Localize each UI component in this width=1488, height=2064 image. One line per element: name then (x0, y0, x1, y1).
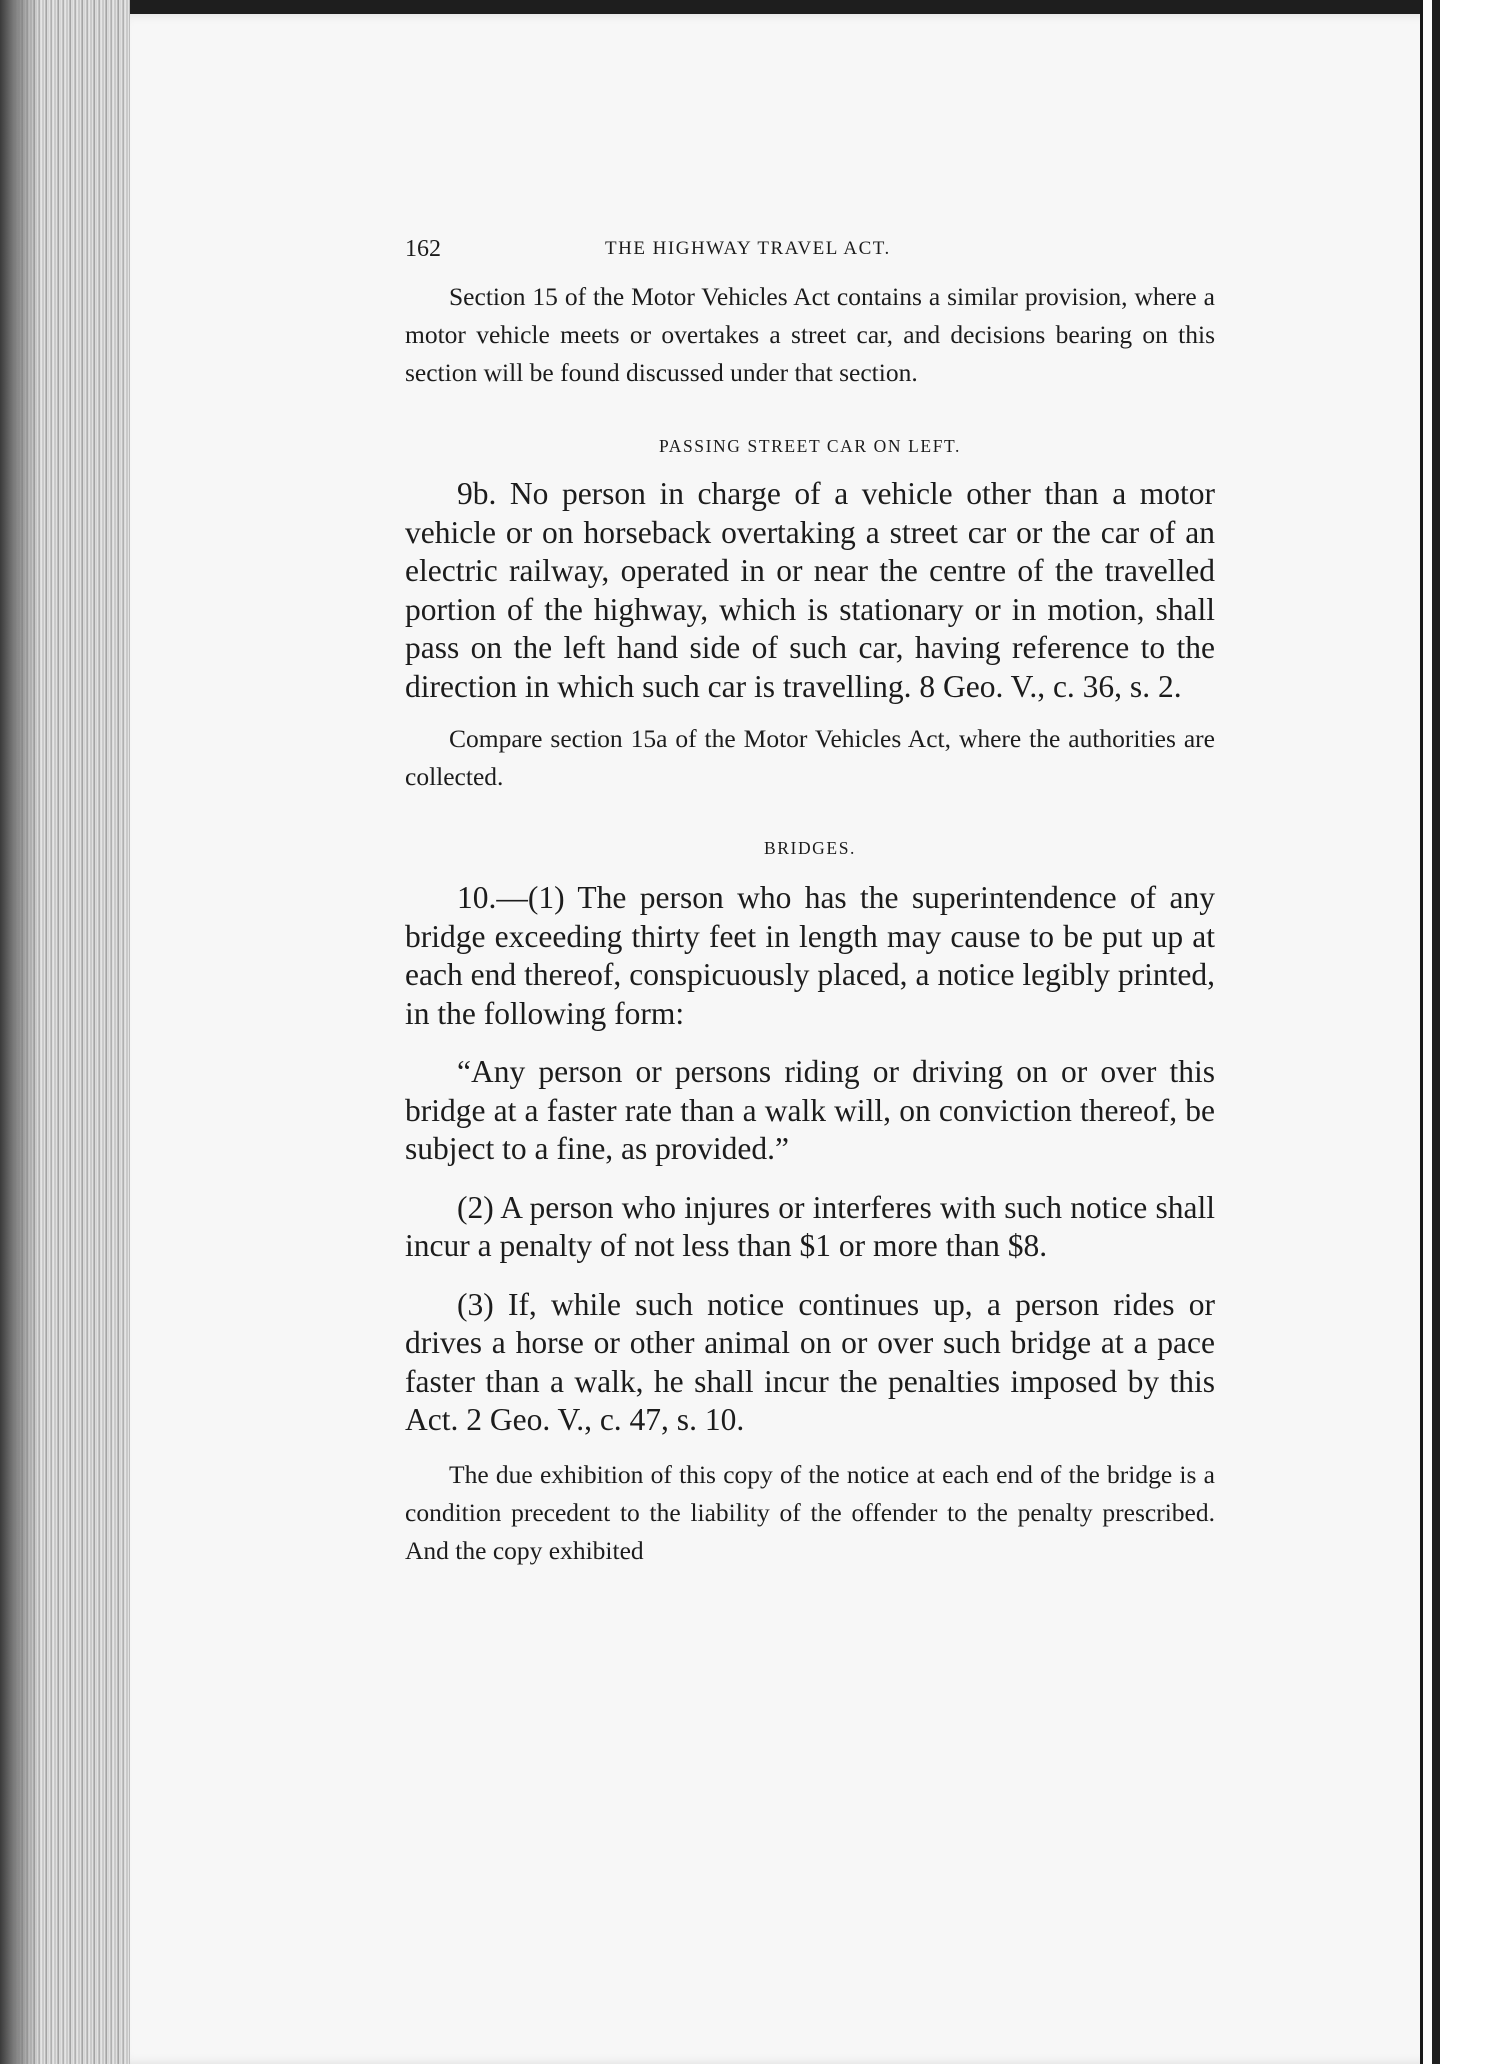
compare-note: Compare section 15a of the Motor Vehicles Act, where the authorities are collected. (405, 724, 1215, 791)
facing-page-edge (1420, 0, 1488, 2064)
heading-passing-street-car: PASSING STREET CAR ON LEFT. (658, 436, 962, 456)
page-gutter-shadow (1432, 0, 1440, 2064)
heading-bridges: BRIDGES. (763, 838, 857, 858)
binding-shadow (0, 0, 40, 2064)
intro-note: Section 15 of the Motor Vehicles Act contains a similar provision, where a motor vehicle meets or overtakes a street car, and decisions bearing on this section will be found discussed under that section. (405, 282, 1215, 387)
closing-note: The due exhibition of this copy of the notice at each end of the bridge is a condition precedent to the liability of the offender to the penalty prescribed. And the copy exhibited (405, 1459, 1215, 1565)
bridge-notice-form: “Any person or persons riding or driving on or over this bridge at a faster rate than a walk will, on conviction thereof, be subject to a fine, as provided.” (405, 1054, 1215, 1166)
page-number: 162 (405, 236, 441, 262)
section-10-1: 10.—(1) The person who has the superintendence of any bridge exceeding thirty feet in length may cause to be put up at each end thereof, conspicuously placed, a notice legibly printed, in the following form: (405, 880, 1215, 1031)
running-title: THE HIGHWAY TRAVEL ACT. (605, 238, 891, 259)
section-9b: 9b. No person in charge of a vehicle other than a motor vehicle or on horseback overtaking a street car or the car of an electric railway, operated in or near the centre of the travelled portion of the highway, which is stationary or in motion, shall pass on the left hand side of such car, having reference to the direction in which such car is travelling. 8 Geo. V., c. 36, s. 2. (405, 476, 1215, 704)
section-10-3: (3) If, while such notice continues up, a person rides or drives a horse or other animal on or over such bridge at a pace faster than a walk, he shall incur the penalties imposed by this Act. 2 Geo. V., c. 47, s. 10. (405, 1286, 1215, 1437)
section-10-2: (2) A person who injures or interferes with such notice shall incur a penalty of not less than $1 or more than $8. (405, 1189, 1215, 1263)
running-head (405, 230, 1215, 270)
page-text-block (405, 230, 1215, 1570)
